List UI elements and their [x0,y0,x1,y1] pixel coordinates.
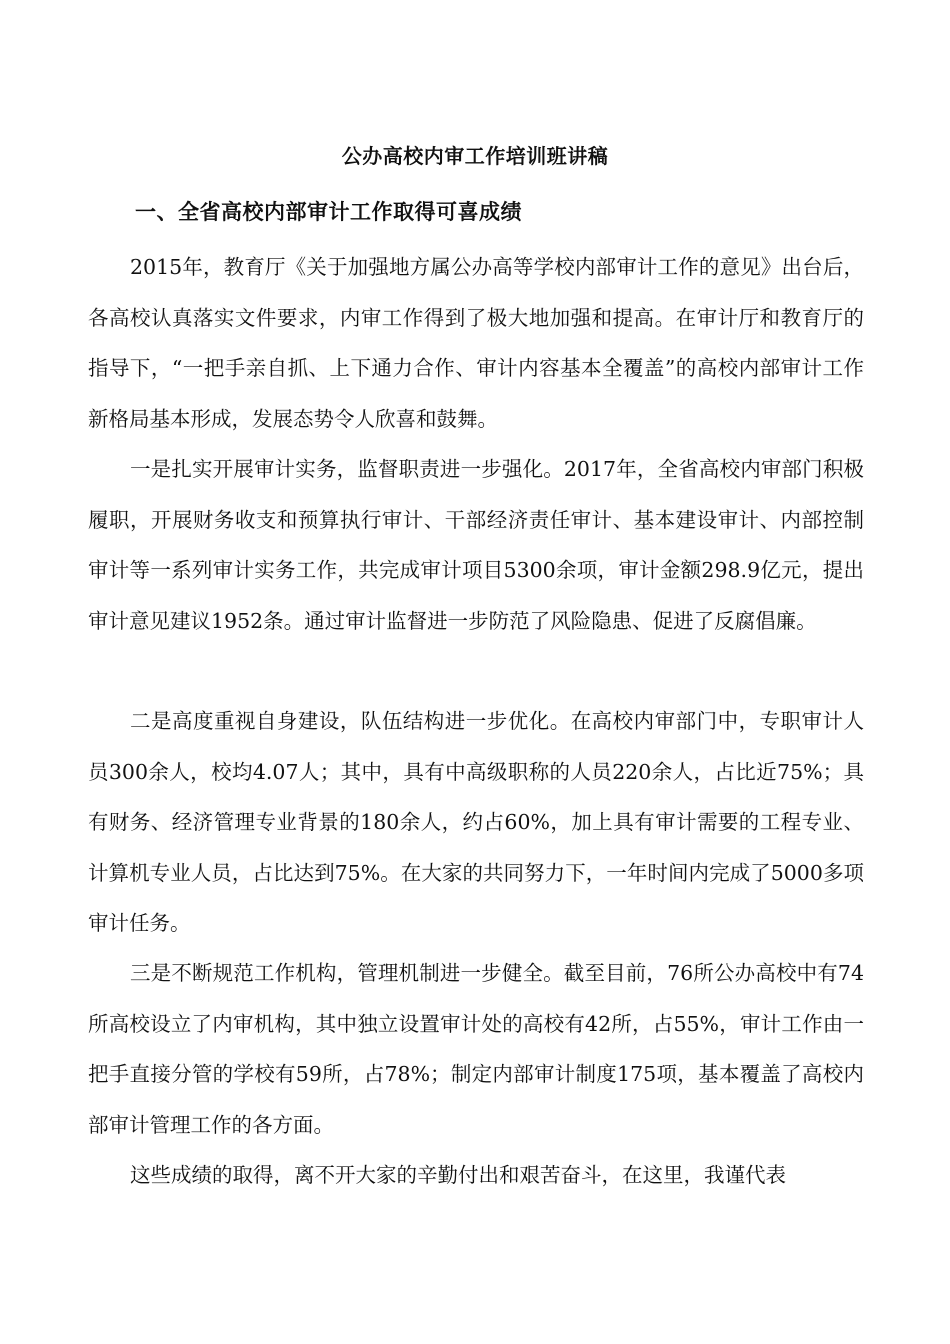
paragraph: 二是高度重视自身建设，队伍结构进一步优化。在高校内审部门中，专职审计人员300余人，校均4.07人；其中，具有中高级职称的人员220余人，占比近75%；具有财务、经济管理专业背景的180余人，约占60%，加上具有审计需要的工程专业、计算机专业人员，占比达到75%。在大家的共同努力下，一年时间内完成了5000多项审计任务。 [88,709,864,935]
paragraph: 三是不断规范工作机构，管理机制进一步健全。截至目前，76所公办高校中有74所高校设立了内审机构，其中独立设置审计处的高校有42所，占55%，审计工作由一把手直接分管的学校有59所，占78%；制定内部审计制度175项，基本覆盖了高校内部审计管理工作的各方面。 [88,961,864,1137]
section-heading: 一、全省高校内部审计工作取得可喜成绩 [135,199,522,224]
paragraph: 2015年，教育厅《关于加强地方属公办高等学校内部审计工作的意见》出台后，各高校认真落实文件要求，内审工作得到了极大地加强和提高。在审计厅和教育厅的指导下，“一把手亲自抓、上下通力合作、审计内容基本全覆盖”的高校内部审计工作新格局基本形成，发展态势令人欣喜和鼓舞。 [88,255,864,431]
paragraph: 这些成绩的取得，离不开大家的辛勤付出和艰苦奋斗，在这里，我谨代表 [130,1163,786,1187]
paragraph: 一是扎实开展审计实务，监督职责进一步强化。2017年，全省高校内审部门积极履职，开展财务收支和预算执行审计、干部经济责任审计、基本建设审计、内部控制审计等一系列审计实务工作，共完成审计项目5300余项，审计金额298.9亿元，提出审计意见建议1952条。通过审计监督进一步防范了风险隐患、促进了反腐倡廉。 [88,457,864,633]
document-title: 公办高校内审工作培训班讲稿 [341,144,609,168]
